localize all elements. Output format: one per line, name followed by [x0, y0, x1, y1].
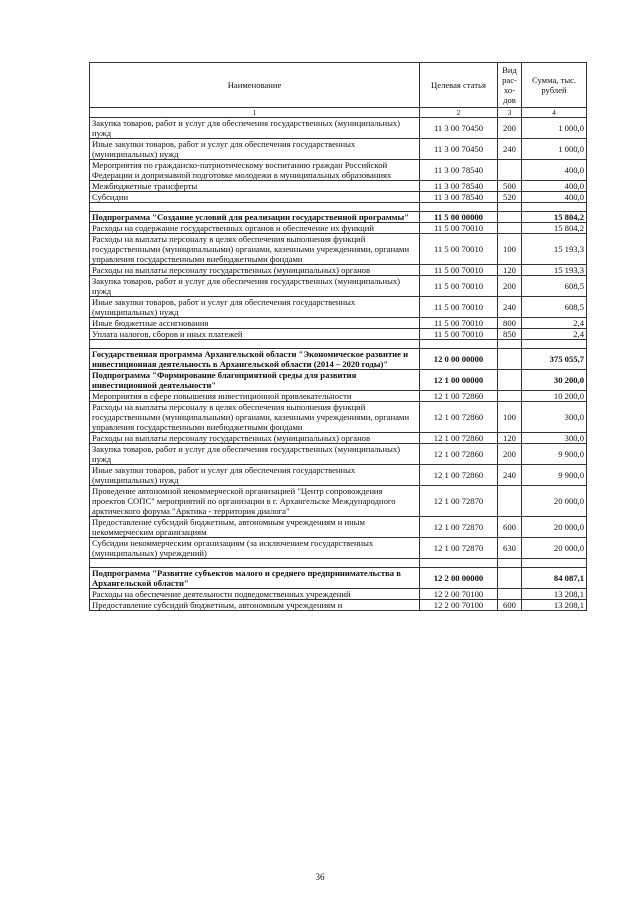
- page-number: 36: [315, 872, 325, 882]
- cell-vid: [498, 212, 522, 223]
- table-row: [90, 223, 587, 234]
- table-row: [90, 192, 587, 203]
- header-vid: Вид рас-хо-дов: [498, 63, 522, 108]
- cell-name: Иные закупки товаров, работ и услуг для обеспечения государственных (муниципальных) нужд: [90, 297, 420, 318]
- table-body: [90, 118, 587, 611]
- cell-code: 12 1 00 72860: [420, 465, 498, 486]
- spacer-row: [90, 203, 587, 212]
- cell-name: Субсидии некоммерческим организациям (за исключением государственных (муниципальных) учреждений): [90, 538, 420, 559]
- cell-name: Расходы на содержание государственных органов и обеспечение их функций: [90, 223, 420, 234]
- table-row: [90, 402, 587, 433]
- cell-name: Закупка товаров, работ и услуг для обеспечения государственных (муниципальных) нужд: [90, 444, 420, 465]
- cell-name: Уплата налогов, сборов и иных платежей: [90, 329, 420, 340]
- cell-vid: 200: [498, 444, 522, 465]
- cell-sum: 2,4: [522, 318, 587, 329]
- cell-code: 12 1 00 00000: [420, 370, 498, 391]
- cell-code: 12 1 00 72860: [420, 433, 498, 444]
- table-row-section: [90, 370, 587, 391]
- cell-vid: [498, 370, 522, 391]
- cell-code: 11 3 00 70450: [420, 118, 498, 139]
- table-row: [90, 297, 587, 318]
- cell-sum: 13 208,1: [522, 589, 587, 600]
- spacer-cell: [498, 203, 522, 212]
- cell-name: Подпрограмма "Развитие субъектов малого и среднего предпринимательства в Архангельской области": [90, 568, 420, 589]
- cell-vid: 800: [498, 318, 522, 329]
- cell-vid: [498, 223, 522, 234]
- table-row: [90, 433, 587, 444]
- cell-sum: 2,4: [522, 329, 587, 340]
- cell-sum: 20 000,0: [522, 517, 587, 538]
- cell-name: Иные бюджетные ассигнования: [90, 318, 420, 329]
- cell-name: Проведение автономной некоммерческой организацией "Центр сопровождения проектов СОПС" мероприятий по организации в г. Архангельске Международного арктического форума "Арктика - территория диалога": [90, 486, 420, 517]
- cell-name: Подпрограмма "Формирование благоприятной среды для развития инвестиционной деятельности": [90, 370, 420, 391]
- cell-code: 11 5 00 70010: [420, 234, 498, 265]
- cell-code: 11 3 00 70450: [420, 139, 498, 160]
- cell-name: Предоставление субсидий бюджетным, автономным учреждениям и иным некоммерческим организациям: [90, 517, 420, 538]
- cell-vid: 240: [498, 465, 522, 486]
- cell-name: Иные закупки товаров, работ и услуг для обеспечения государственных (муниципальных) нужд: [90, 139, 420, 160]
- cell-code: 11 5 00 70010: [420, 265, 498, 276]
- table-row: [90, 538, 587, 559]
- cell-code: 11 5 00 00000: [420, 212, 498, 223]
- cell-code: 12 2 00 00000: [420, 568, 498, 589]
- table-row-section: [90, 568, 587, 589]
- table-row: [90, 329, 587, 340]
- cell-sum: 1 000,0: [522, 118, 587, 139]
- cell-vid: [498, 568, 522, 589]
- spacer-cell: [90, 340, 420, 349]
- cell-vid: 120: [498, 433, 522, 444]
- cell-sum: 15 804,2: [522, 223, 587, 234]
- table-row: [90, 265, 587, 276]
- spacer-cell: [420, 203, 498, 212]
- cell-sum: 84 087,1: [522, 568, 587, 589]
- spacer-cell: [522, 203, 587, 212]
- cell-name: Субсидии: [90, 192, 420, 203]
- table-row: [90, 160, 587, 181]
- cell-name: Иные закупки товаров, работ и услуг для обеспечения государственных (муниципальных) нужд: [90, 465, 420, 486]
- cell-sum: 300,0: [522, 433, 587, 444]
- cell-vid: [498, 391, 522, 402]
- cell-sum: 400,0: [522, 192, 587, 203]
- cell-vid: [498, 589, 522, 600]
- cell-vid: 200: [498, 276, 522, 297]
- table-row: [90, 276, 587, 297]
- cell-vid: [498, 349, 522, 370]
- table-row: [90, 139, 587, 160]
- cell-code: 12 1 00 72870: [420, 538, 498, 559]
- cell-name: Расходы на выплаты персоналу государственных (муниципальных) органов: [90, 265, 420, 276]
- cell-code: 12 1 00 72860: [420, 444, 498, 465]
- cell-sum: 15 804,2: [522, 212, 587, 223]
- cell-vid: 600: [498, 517, 522, 538]
- cell-code: 12 1 00 72860: [420, 402, 498, 433]
- cell-vid: 120: [498, 265, 522, 276]
- cell-vid: [498, 486, 522, 517]
- cell-code: 11 5 00 70010: [420, 329, 498, 340]
- cell-code: 12 1 00 72870: [420, 486, 498, 517]
- cell-vid: 630: [498, 538, 522, 559]
- budget-table: [89, 62, 587, 611]
- cell-name: Расходы на выплаты персоналу в целях обеспечения выполнения функций государственными (муниципальными) органами, казенными учреждениями, органами управления государственными внебюджетными фондами: [90, 402, 420, 433]
- spacer-cell: [420, 340, 498, 349]
- table-row: [90, 600, 587, 611]
- cell-sum: 400,0: [522, 160, 587, 181]
- table-row: [90, 486, 587, 517]
- cell-vid: 100: [498, 402, 522, 433]
- spacer-cell: [420, 559, 498, 568]
- cell-code: 11 5 00 70010: [420, 276, 498, 297]
- cell-sum: 13 208,1: [522, 600, 587, 611]
- table-header-row: [90, 63, 587, 108]
- table-row: [90, 234, 587, 265]
- table-row: [90, 444, 587, 465]
- cell-name: Подпрограмма "Создание условий для реализации государственной программы": [90, 212, 420, 223]
- spacer-cell: [522, 559, 587, 568]
- cell-code: 12 2 00 70100: [420, 589, 498, 600]
- spacer-cell: [90, 559, 420, 568]
- cell-vid: 240: [498, 297, 522, 318]
- cell-vid: 100: [498, 234, 522, 265]
- cell-sum: 400,0: [522, 181, 587, 192]
- cell-name: Государственная программа Архангельской области "Экономическое развитие и инвестиционная деятельность в Архангельской области (2014 – 2020 годы)": [90, 349, 420, 370]
- cell-vid: 850: [498, 329, 522, 340]
- cell-code: 12 2 00 70100: [420, 600, 498, 611]
- table-row-section: [90, 349, 587, 370]
- spacer-row: [90, 559, 587, 568]
- cell-vid: 600: [498, 600, 522, 611]
- column-number-row: [90, 108, 587, 118]
- cell-code: 11 5 00 70010: [420, 223, 498, 234]
- cell-sum: 608,5: [522, 297, 587, 318]
- spacer-cell: [522, 340, 587, 349]
- cell-sum: 1 000,0: [522, 139, 587, 160]
- spacer-cell: [498, 340, 522, 349]
- table-row: [90, 517, 587, 538]
- spacer-row: [90, 340, 587, 349]
- cell-code: 11 3 00 78540: [420, 192, 498, 203]
- column-number: 1: [90, 108, 420, 118]
- cell-code: 11 3 00 78540: [420, 160, 498, 181]
- column-number: 4: [522, 108, 587, 118]
- table-row: [90, 181, 587, 192]
- cell-sum: 9 900,0: [522, 465, 587, 486]
- cell-sum: 20 000,0: [522, 538, 587, 559]
- cell-name: Расходы на обеспечение деятельности подведомственных учреждений: [90, 589, 420, 600]
- cell-sum: 15 193,3: [522, 234, 587, 265]
- cell-name: Расходы на выплаты персоналу в целях обеспечения выполнения функций государственными (муниципальными) органами, казенными учреждениями, органами управления государственными внебюджетными фондами: [90, 234, 420, 265]
- cell-name: Закупка товаров, работ и услуг для обеспечения государственных (муниципальных) нужд: [90, 276, 420, 297]
- table-row-section: [90, 212, 587, 223]
- cell-name: Мероприятия в сфере повышения инвестиционной привлекательности: [90, 391, 420, 402]
- cell-sum: 20 000,0: [522, 486, 587, 517]
- cell-sum: 9 900,0: [522, 444, 587, 465]
- cell-code: 12 1 00 72860: [420, 391, 498, 402]
- cell-code: 11 5 00 70010: [420, 318, 498, 329]
- column-number: 3: [498, 108, 522, 118]
- cell-name: Межбюджетные трансферты: [90, 181, 420, 192]
- cell-code: 11 3 00 78540: [420, 181, 498, 192]
- table-row: [90, 589, 587, 600]
- cell-vid: 520: [498, 192, 522, 203]
- cell-sum: 30 200,0: [522, 370, 587, 391]
- cell-vid: 500: [498, 181, 522, 192]
- cell-sum: 375 055,7: [522, 349, 587, 370]
- cell-sum: 608,5: [522, 276, 587, 297]
- cell-vid: 240: [498, 139, 522, 160]
- cell-sum: 15 193,3: [522, 265, 587, 276]
- spacer-cell: [90, 203, 420, 212]
- column-number: 2: [420, 108, 498, 118]
- cell-sum: 10 200,0: [522, 391, 587, 402]
- header-sum: Сумма, тыс. рублей: [522, 63, 587, 108]
- cell-vid: [498, 160, 522, 181]
- table-row: [90, 465, 587, 486]
- table-row: [90, 318, 587, 329]
- cell-vid: 200: [498, 118, 522, 139]
- header-name: Наименование: [90, 63, 420, 108]
- table-row: [90, 391, 587, 402]
- cell-name: Закупка товаров, работ и услуг для обеспечения государственных (муниципальных) нужд: [90, 118, 420, 139]
- cell-sum: 300,0: [522, 402, 587, 433]
- spacer-cell: [498, 559, 522, 568]
- cell-name: Предоставление субсидий бюджетным, автономным учреждениям и: [90, 600, 420, 611]
- header-code: Целевая статья: [420, 63, 498, 108]
- cell-code: 12 1 00 72870: [420, 517, 498, 538]
- cell-name: Мероприятия по гражданско-патриотическому воспитанию граждан Российской Федерации и допризывной подготовке молодежи в муниципальных образованиях: [90, 160, 420, 181]
- table-row: [90, 118, 587, 139]
- cell-code: 12 0 00 00000: [420, 349, 498, 370]
- cell-name: Расходы на выплаты персоналу государственных (муниципальных) органов: [90, 433, 420, 444]
- cell-code: 11 5 00 70010: [420, 297, 498, 318]
